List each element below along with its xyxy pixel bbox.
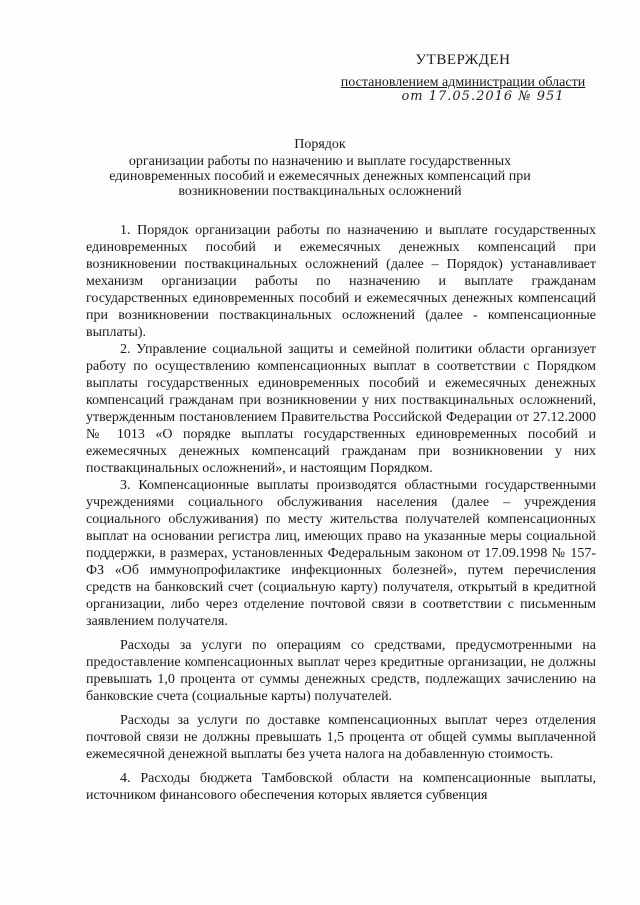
document-subtitle: организации работы по назначению и выплате государственных единовременных пособий и ежемесячных денежных компенсаций при возникновении поствакцинальных осложнений: [109, 154, 531, 199]
paragraph-1: 1. Порядок организации работы по назначению и выплате государственных единовременных пособий и ежемесячных денежных компенсаций при возникновении поствакцинальных осложнений (далее – Порядок) устанавливает механизм организации работы по назначению и выплате гражданам государственных единовременных пособий и ежемесячных денежных компенсаций при возникновении поствакцинальных осложнений (далее - компенсационные выплаты).: [86, 223, 596, 340]
paragraph-postal-fees: Расходы за услуги по доставке компенсационных выплат через отделения почтовой связи не должны превышать 1,5 процента от общей суммы выплаченной ежемесячной денежной выплаты без учета налога на добавленную стоимость.: [86, 713, 596, 762]
paragraph-2: 2. Управление социальной защиты и семейной политики области организует работу по осуществлению компенсационных выплат в соответствии с Порядком выплаты государственных единовременных пособий и ежемесячных денежных компенсаций гражданам при возникновении у них поствакцинальных осложнений, утвержденным постановлением Правительства Российской Федерации от 27.12.2000 № 1013 «О порядке выплаты государственных единовременных пособий и ежемесячных денежных компенсаций гражданам при возникновении у них поствакцинальных осложнений», и настоящим Порядком.: [86, 342, 596, 476]
paragraph-bank-fees: Расходы за услуги по операциям со средствами, предусмотренными на предоставление компенсационных выплат через кредитные организации, не должны превышать 1,0 процента от суммы денежных средств, подлежащих зачислению на банковские счета (социальные карты) получателей.: [86, 638, 596, 704]
document-body: [86, 222, 596, 804]
handwritten-date-number: от 17.05.2016 № 951: [401, 89, 565, 104]
paragraph-4: 4. Расходы бюджета Тамбовской области на компенсационные выплаты, источником финансового обеспечения которых является субвенция: [86, 771, 596, 803]
paragraph-3: 3. Компенсационные выплаты производятся областными государственными учреждениями социального обслуживания населения (далее – учреждения социального обслуживания) по месту жительства получателей компенсационных выплат на основании регистра лиц, имеющих право на указанные меры социальной поддержки, в размерах, установленных Федеральным законом от 17.09.1998 № 157-ФЗ «Об иммунопрофилактике инфекционных болезней», путем перечисления средств на банковский счет (социальную карту) получателя, открытый в кредитной организации, либо через отделение почтовой связи в соответствии с письменным заявлением получателя.: [86, 478, 596, 629]
approval-stamp: [318, 52, 608, 104]
document-title-block: [100, 137, 540, 199]
approval-title: УТВЕРЖДЕН: [415, 52, 511, 68]
approval-basis: постановлением администрации области: [340, 75, 586, 90]
document-heading: Порядок: [294, 137, 346, 152]
